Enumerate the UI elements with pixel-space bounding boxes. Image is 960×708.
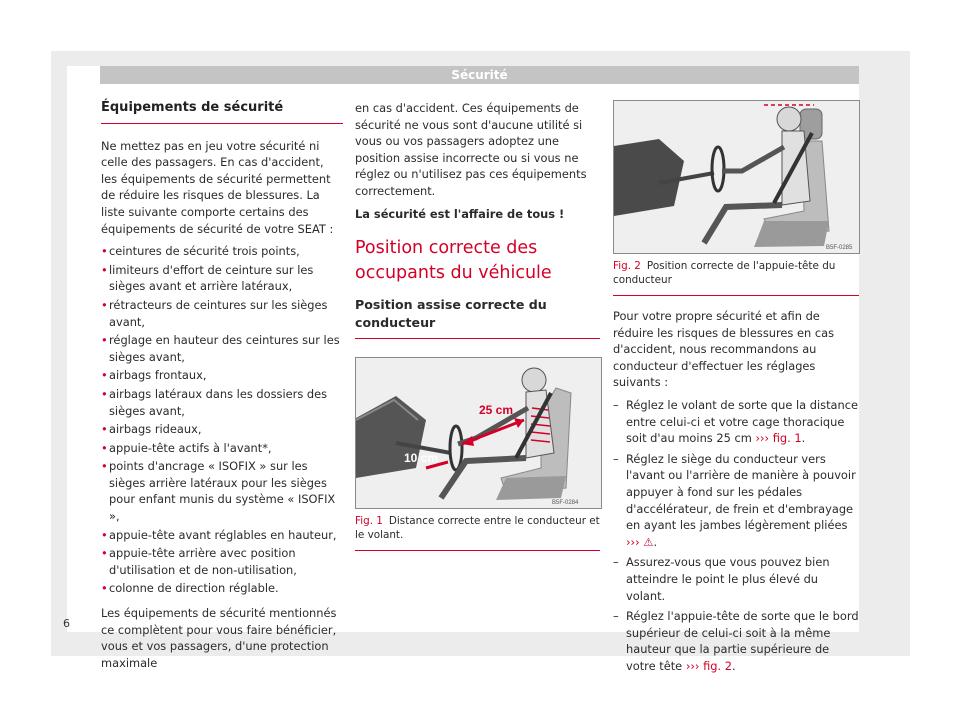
list-item: – Réglez le siège du conducteur vers l'avant ou l'arrière de manière à pouvoir appuyer à fond sur les pédales d'accélérateur, de frein et d'embrayage en ayant les jambes légèrement pliées ››› ⚠. bbox=[613, 451, 859, 551]
list-item: • limiteurs d'effort de ceinture sur les sièges avant et arrière latéraux, bbox=[101, 262, 343, 295]
intro-paragraph: Ne mettez pas en jeu votre sécurité ni celle des passagers. En cas d'accident, les équipements de sécurité permettent de réduire les risques de blessures. La liste suivante comporte certains des équipements de sécurité de votre SEAT : bbox=[101, 138, 334, 236]
outro-paragraph: Les équipements de sécurité mentionnés ce complètent pour vous faire bénéficier, vous et vos passagers, d'une protection maximale bbox=[101, 606, 337, 670]
list-item: – Réglez l'appuie-tête de sorte que le bord supérieur de celui-ci soit à la même hauteur que la partie supérieure de votre tête ››› fig. 2. bbox=[613, 608, 859, 674]
list-item: • points d'ancrage « ISOFIX » sur les sièges arrière latéraux pour les sièges pour enfant munis du système « ISOFIX », bbox=[101, 458, 343, 524]
figure-label: Fig. 1 bbox=[355, 515, 383, 528]
list-item: • airbags rideaux, bbox=[101, 421, 343, 438]
list-item: • airbags latéraux dans les dossiers des sièges avant, bbox=[101, 386, 343, 419]
list-item: • ceintures de sécurité trois points, bbox=[101, 243, 343, 260]
list-item: • colonne de direction réglable. bbox=[101, 580, 343, 597]
sub-heading: Position assise correcte du conducteur bbox=[355, 296, 600, 339]
figure-2-caption bbox=[613, 259, 859, 296]
page-number: 6 bbox=[63, 617, 70, 630]
distance-label-10: 10 cm bbox=[404, 451, 439, 466]
list-item: • appuie-tête avant réglables en hauteur, bbox=[101, 527, 343, 544]
headrest-illustration bbox=[614, 101, 859, 253]
continued-paragraph: en cas d'accident. Ces équipements de sécurité ne vous sont d'aucune utilité si vous ou vos passagers adoptez une position assise incorrecte ou si vous ne réglez ou n'utilisez pas ces équipements correctement. bbox=[355, 101, 587, 198]
driver-distance-illustration bbox=[356, 358, 601, 508]
list-item: – Réglez le volant de sorte que la distance entre celui-ci et votre cage thoracique soit d'au moins 25 cm ››› fig. 1. bbox=[613, 397, 859, 447]
figure-2-illustration bbox=[613, 100, 860, 254]
figure-label: Fig. 2 bbox=[613, 260, 641, 272]
figure-1-caption bbox=[355, 514, 600, 551]
figure-code: B5F-0284 bbox=[552, 500, 579, 507]
list-item: • appuie-tête actifs à l'avant*, bbox=[101, 440, 343, 457]
list-item: • rétracteurs de ceintures sur les sièges avant, bbox=[101, 297, 343, 330]
list-item: • appuie-tête arrière avec position d'utilisation et de non-utilisation, bbox=[101, 545, 343, 578]
figure-1-illustration bbox=[355, 357, 602, 509]
list-item: – Assurez-vous que vous pouvez bien atteindre le point le plus élevé du volant. bbox=[613, 554, 859, 604]
page-header: Sécurité bbox=[100, 66, 859, 84]
caption-text: Position correcte de l'appuie-tête du conducteur bbox=[613, 260, 836, 286]
column-right bbox=[613, 100, 859, 674]
column-middle bbox=[355, 100, 600, 551]
figure-link[interactable]: ››› fig. 1 bbox=[755, 431, 802, 446]
recommendation-intro: Pour votre propre sécurité et afin de réduire les risques de blessures en cas d'accident, nous recommandons au conducteur d'effectuer les réglages suivants : bbox=[613, 309, 835, 390]
adjustment-list bbox=[613, 397, 859, 675]
figure-link[interactable]: ››› fig. 2 bbox=[685, 658, 732, 673]
equipment-list bbox=[101, 243, 343, 597]
column-left bbox=[101, 100, 343, 671]
list-item: • réglage en hauteur des ceintures sur les sièges avant, bbox=[101, 332, 343, 365]
caption-text: Distance correcte entre le conducteur et le volant. bbox=[355, 515, 600, 542]
list-item: • airbags frontaux, bbox=[101, 367, 343, 384]
red-heading: Position correcte des occupants du véhicule bbox=[355, 238, 552, 284]
distance-label-25: 25 cm bbox=[479, 403, 514, 418]
figure-code: B5F-0285 bbox=[826, 245, 853, 251]
warning-link[interactable]: ››› ⚠ bbox=[626, 534, 654, 549]
section-heading: Équipements de sécurité bbox=[101, 100, 343, 124]
bold-line: La sécurité est l'affaire de tous ! bbox=[355, 206, 565, 221]
